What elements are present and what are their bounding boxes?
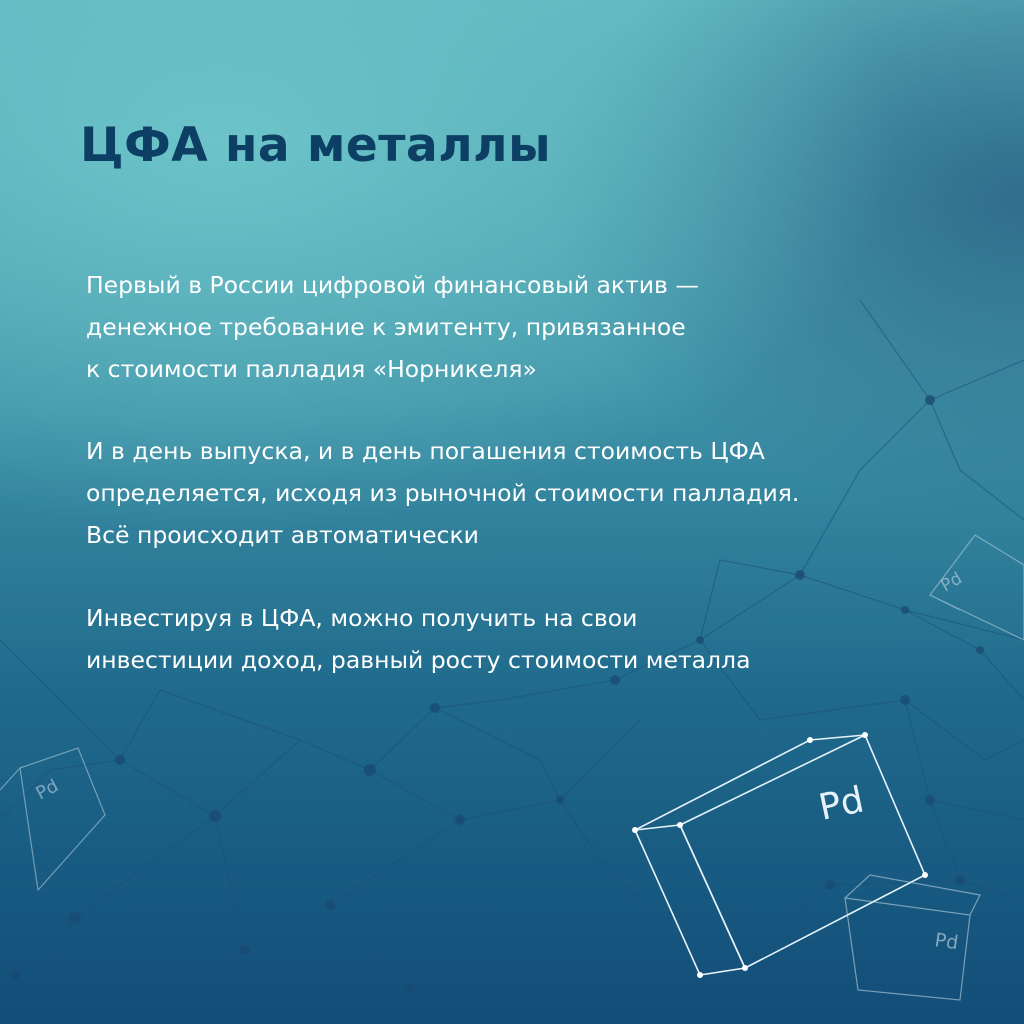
paragraph-line: И в день выпуска, и в день погашения стоимость ЦФА [86, 437, 765, 465]
slide-title: ЦФА на металлы [80, 118, 552, 173]
faded-ingot-bottom-right-icon [845, 875, 980, 1000]
paragraph-line: инвестиции доход, равный росту стоимости металла [86, 646, 751, 674]
palladium-ingot-icon [635, 735, 925, 975]
ingot-label-right: Pd [937, 568, 966, 597]
paragraph-pricing [86, 430, 799, 556]
paragraph-line: Инвестируя в ЦФА, можно получить на свои [86, 604, 638, 632]
paragraph-line: определяется, исходя из рыночной стоимости палладия. [86, 479, 800, 507]
paragraph-income [86, 597, 750, 681]
ingot-label-left: Pd [32, 775, 63, 805]
ingot-label-main: Pd [815, 779, 868, 829]
paragraph-line: Всё происходит автоматически [86, 521, 479, 549]
paragraph-first-asset [86, 264, 699, 390]
paragraph-line: денежное требование к эмитенту, привязанное [86, 313, 686, 341]
paragraph-line: Первый в России цифровой финансовый актив — [86, 271, 699, 299]
paragraph-line: к стоимости палладия «Норникеля» [86, 355, 537, 383]
ingot-label-bottom-right: Pd [933, 929, 960, 955]
